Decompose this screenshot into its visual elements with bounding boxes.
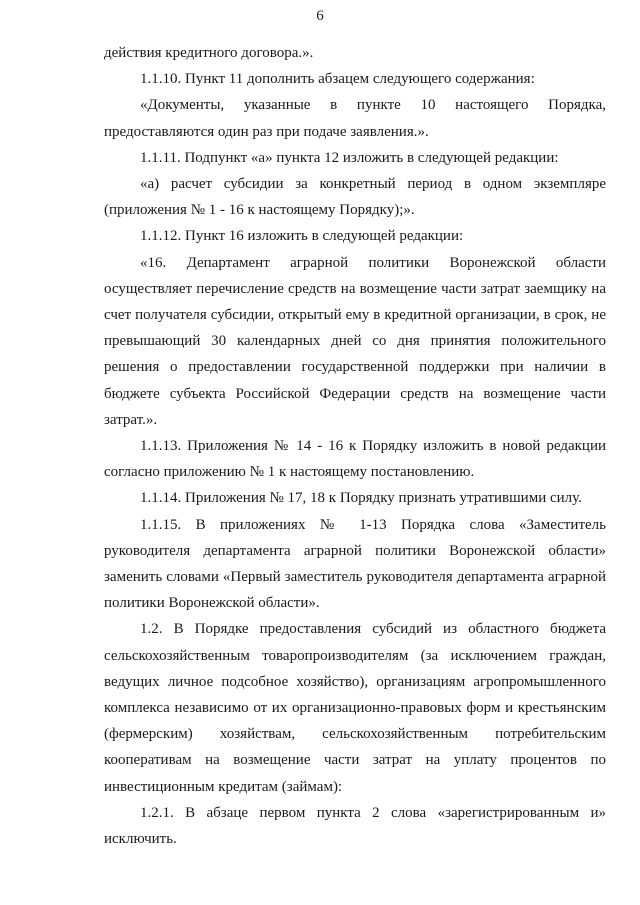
paragraph-1-1-15: 1.1.15. В приложениях № 1-13 Порядка слова «Заместитель руководителя департамента аграрной политики Воронежской области» заменить словами «Первый заместитель руководителя департамента аграрной политики Воронежской области». bbox=[104, 516, 606, 612]
paragraph-continuation: действия кредитного договора.». bbox=[104, 45, 314, 61]
paragraph-1-1-11: 1.1.11. Подпункт «а» пункта 12 изложить в следующей редакции: bbox=[140, 149, 559, 166]
paragraph-quote-documents: «Документы, указанные в пункте 10 настоящего Порядка, предоставляются один раз при подаче заявления.». bbox=[104, 97, 606, 140]
paragraph-quote-a: «а) расчет субсидии за конкретный период в одном экземпляре (приложения № 1 - 16 к настоящему Порядку);». bbox=[104, 176, 606, 219]
paragraph-1-2: 1.2. В Порядке предоставления субсидий из областного бюджета сельскохозяйственным товаропроизводителям (за исключением граждан, ведущих личное подсобное хозяйство), организациям агропромышленного комплекса независимо от их организационно-правовых форм и крестьянским (фермерским) хозяйствам, сельскохозяйственным потребительским кооперативам на возмещение части затрат на уплату процентов по инвестиционным кредитам (займам): bbox=[104, 621, 606, 795]
document-body bbox=[104, 40, 606, 852]
paragraph-1-1-14: 1.1.14. Приложения № 17, 18 к Порядку признать утратившими силу. bbox=[140, 490, 582, 507]
paragraph-1-2-1: 1.2.1. В абзаце первом пункта 2 слова «зарегистрированным и» исключить. bbox=[104, 804, 606, 848]
paragraph-1-1-10: 1.1.10. Пункт 11 дополнить абзацем следующего содержания: bbox=[140, 71, 535, 88]
paragraph-1-1-12: 1.1.12. Пункт 16 изложить в следующей редакции: bbox=[140, 228, 464, 245]
paragraph-quote-16: «16. Департамент аграрной политики Воронежской области осуществляет перечисление средств на возмещение части затрат заемщику на счет получателя субсидии, открытый ему в кредитной организации, в срок, не превышающий 30 календарных дней со дня принятия положительного решения о предоставлении государственной поддержки при наличии в бюджете субъекта Российской Федерации средств на возмещение части затрат.». bbox=[104, 254, 606, 428]
paragraph-1-1-13: 1.1.13. Приложения № 14 - 16 к Порядку изложить в новой редакции согласно приложению № 1 к настоящему постановлению. bbox=[104, 438, 606, 481]
page-number: 6 bbox=[316, 8, 324, 24]
